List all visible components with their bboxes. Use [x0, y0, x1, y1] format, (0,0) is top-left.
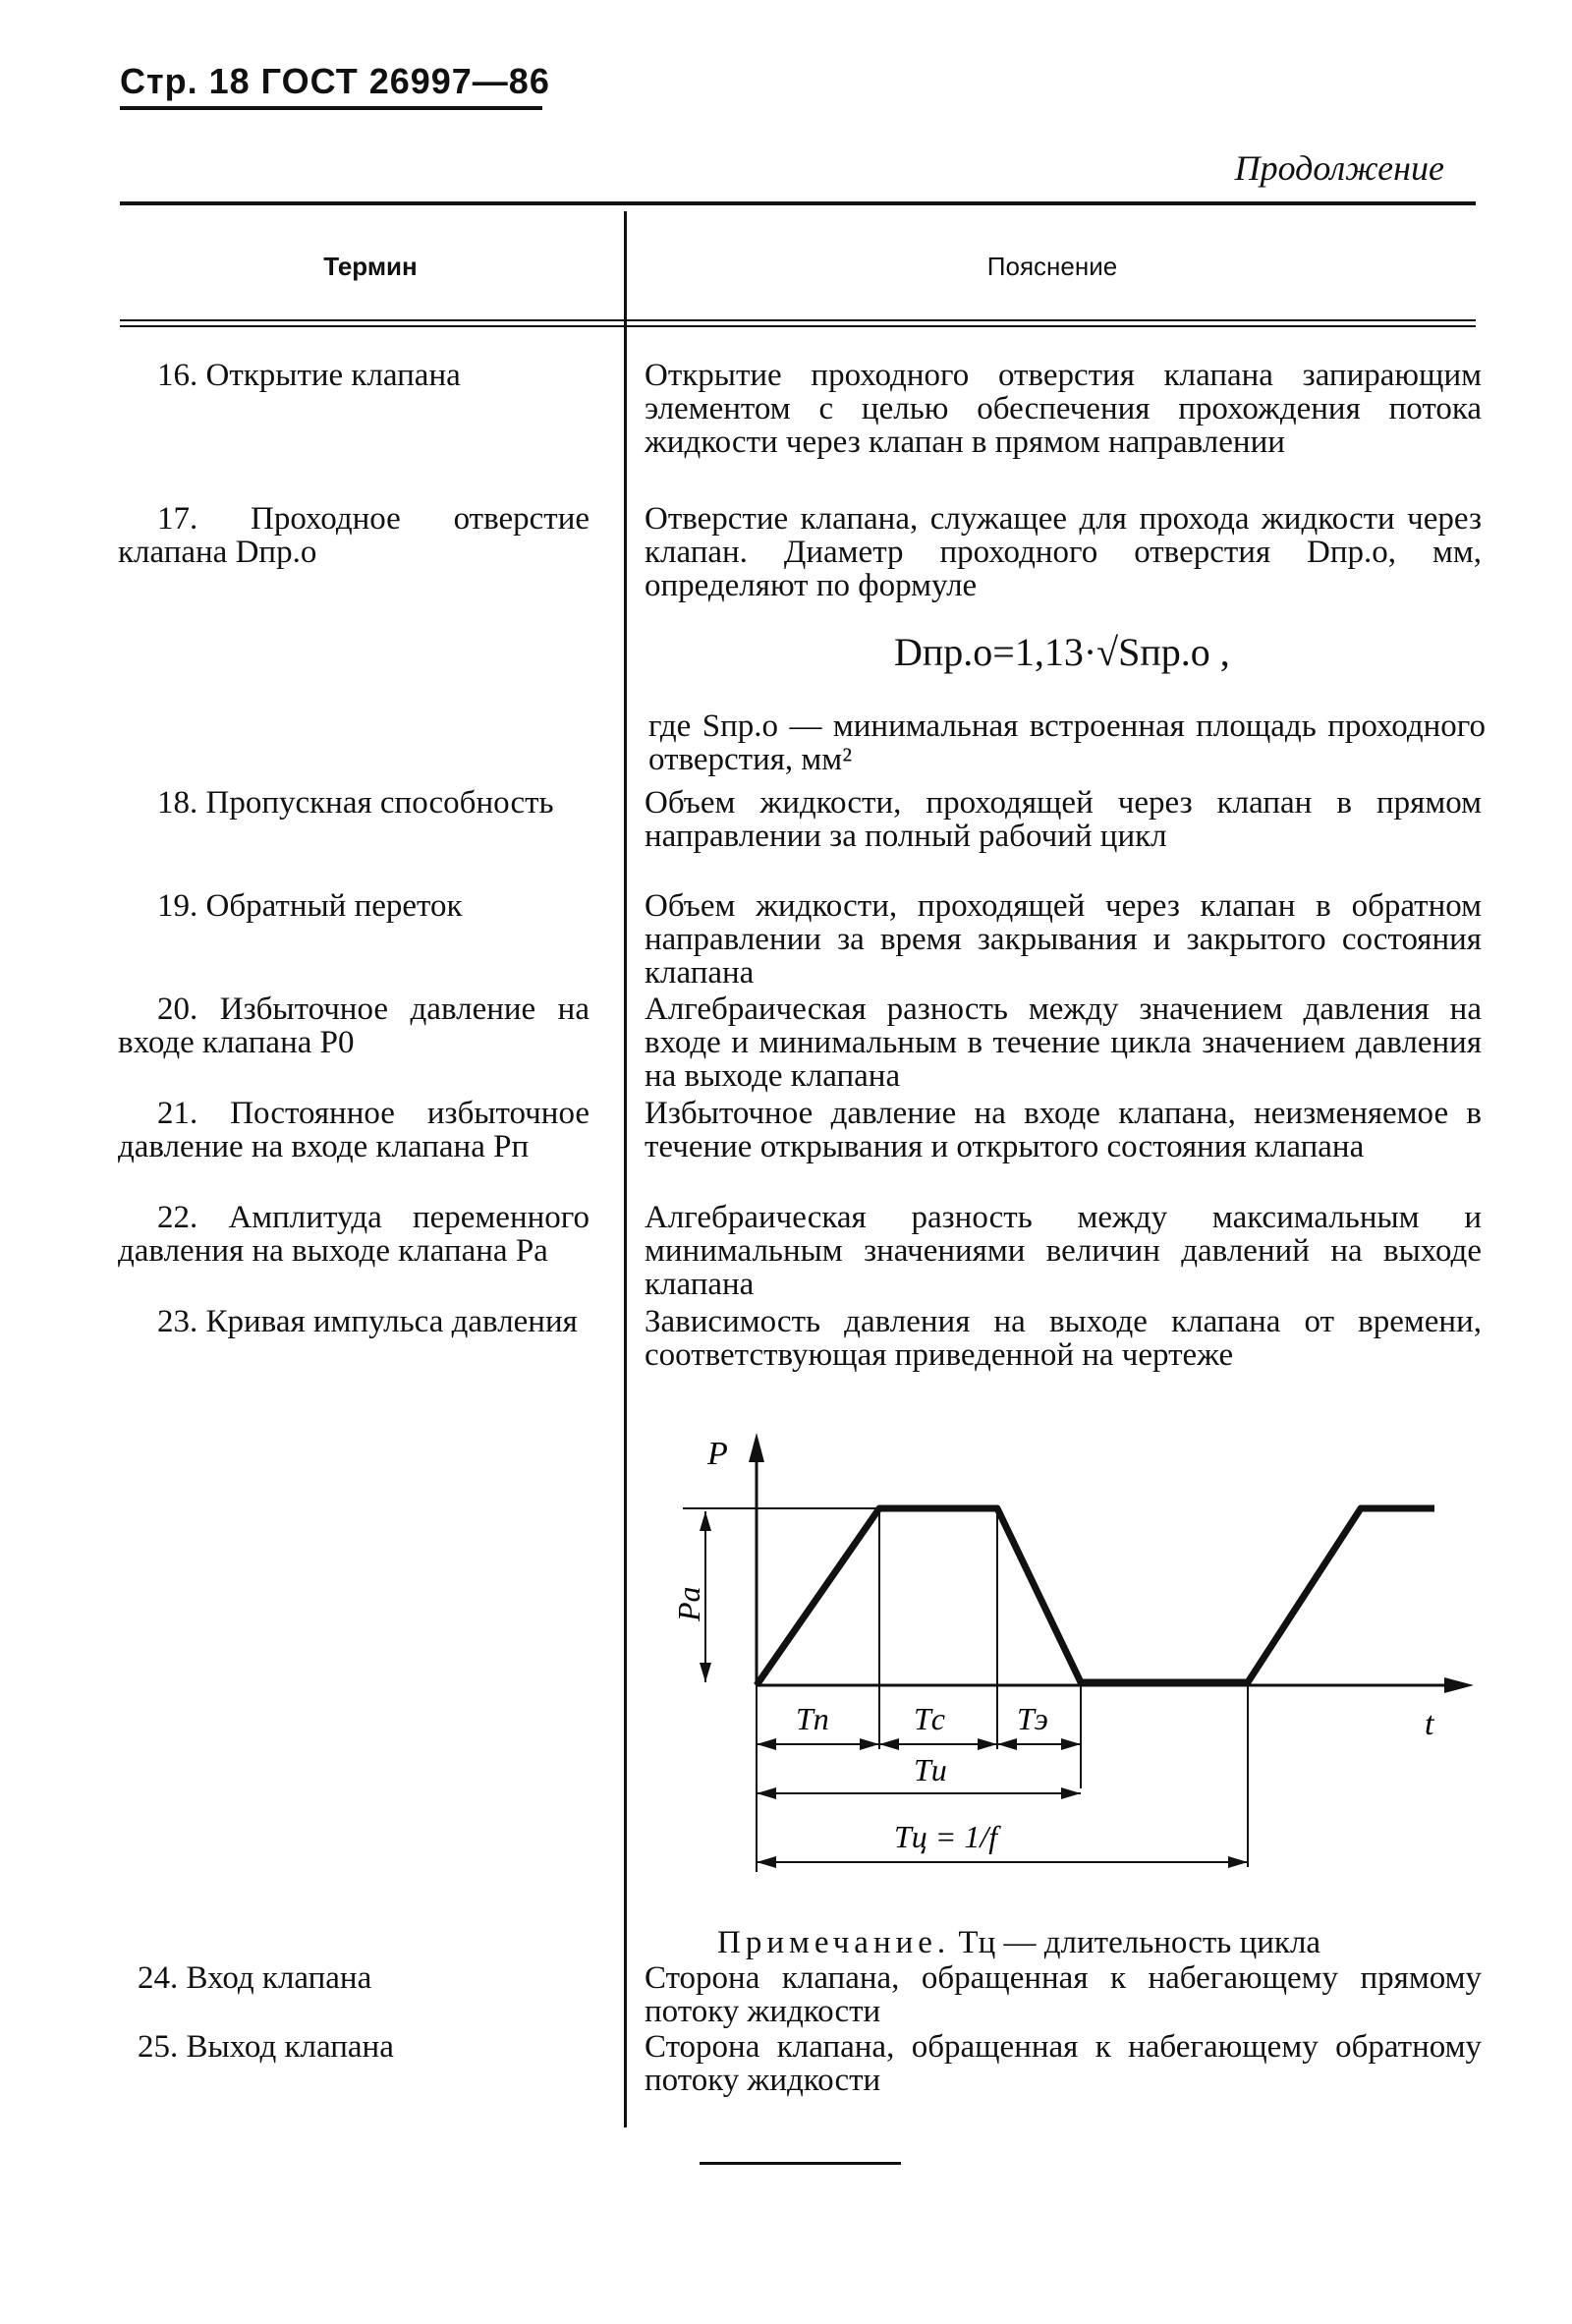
pulse-curve	[757, 1508, 1434, 1685]
interval-tц-label: Tц = 1/f	[894, 1819, 998, 1854]
note-text: Tц — длительность цикла	[958, 1925, 1321, 1960]
amplitude-arrow-top	[700, 1511, 711, 1531]
arrow-ti-left	[757, 1787, 776, 1799]
column-header-term: Термин	[323, 252, 418, 281]
interval-tp-label: Tп	[796, 1701, 829, 1736]
explanation-24: Сторона клапана, обращенная к набегающему прямому потоку жидкости	[645, 1960, 1482, 2029]
term-17: 17. Проходное отверстие клапана Dпр.о	[118, 501, 590, 570]
term-23: 23. Кривая импульса давления	[157, 1304, 578, 1339]
arrow-te-left	[997, 1738, 1017, 1750]
arrow-tc-left	[879, 1738, 899, 1750]
term-24: 24. Вход клапана	[138, 1960, 372, 1996]
term-16: 16. Открытие клапана	[157, 358, 461, 393]
column-header-explanation: Пояснение	[986, 252, 1118, 281]
table-top-rule	[120, 201, 1476, 205]
term-25: 25. Выход клапана	[138, 2029, 394, 2065]
continuation-label: Продолжение	[1234, 148, 1444, 188]
explanation-23: Зависимость давления на выходе клапана от времени, соответствующая приведенной на чертеже	[645, 1304, 1482, 1373]
explanation-22: Алгебраическая разность между максимальным и минимальным значениями величин давлений на выходе клапана	[645, 1200, 1482, 1302]
amplitude-label: Pa	[671, 1586, 706, 1621]
arrow-tp-right	[860, 1738, 879, 1750]
arrow-tc-right	[978, 1738, 997, 1750]
term-22: 22. Амплитуда переменного давления на выходе клапана Pа	[118, 1200, 590, 1269]
explanation-20: Алгебраическая разность между значением давления на входе и минимальным в течение цикла значением давления на выходе клапана	[645, 992, 1482, 1094]
explanation-25: Сторона клапана, обращенная к набегающему обратному потоку жидкости	[645, 2029, 1482, 2098]
explanation-18: Объем жидкости, проходящей через клапан в прямом направлении за полный рабочий цикл	[645, 785, 1482, 854]
term-18: 18. Пропускная способность	[157, 785, 554, 821]
term-21: 21. Постоянное избыточное давление на входе клапана Pп	[118, 1096, 590, 1164]
interval-ti-label: Tи	[914, 1752, 947, 1787]
explanation-17: Отверстие клапана, служащее для прохода жидкости через клапан. Диаметр проходного отверстия Dпр.о, мм, определяют по формуле	[645, 501, 1482, 603]
page-header: Стр. 18 ГОСТ 26997—86	[120, 61, 550, 101]
amplitude-arrow-bottom	[700, 1663, 711, 1682]
header-underline	[120, 106, 542, 110]
where-17: где Sпр.о — минимальная встроенная площадь проходного отверстия, мм²	[648, 709, 1486, 777]
term-19: 19. Обратный переток	[157, 888, 463, 924]
y-axis-label: P	[707, 1436, 728, 1472]
explanation-16: Открытие проходного отверстия клапана запирающим элементом с целью обеспечения прохождения потока жидкости через клапан в прямом направлении	[645, 358, 1482, 460]
arrow-tц-left	[757, 1856, 776, 1868]
end-rule	[700, 2162, 901, 2165]
arrow-te-right	[1061, 1738, 1081, 1750]
figure-note	[717, 1926, 1482, 1959]
interval-tc-label: Tс	[914, 1701, 945, 1736]
x-axis-arrow	[1444, 1677, 1474, 1693]
arrow-tц-right	[1228, 1856, 1248, 1868]
formula-17: Dпр.о=1,13·√Sпр.о ,	[894, 630, 1230, 674]
arrow-ti-right	[1061, 1787, 1081, 1799]
table-head-rule-1	[120, 319, 1476, 321]
column-divider	[624, 211, 627, 2127]
pressure-pulse-figure	[629, 1425, 1493, 1916]
table-head-rule-2	[120, 325, 1476, 327]
explanation-19: Объем жидкости, проходящей через клапан в обратном направлении за время закрывания и закрытого состояния клапана	[645, 888, 1482, 991]
arrow-tp-left	[757, 1738, 776, 1750]
interval-te-label: Tэ	[1017, 1701, 1048, 1736]
x-axis-label: t	[1425, 1706, 1434, 1742]
term-20: 20. Избыточное давление на входе клапана P0	[118, 992, 590, 1060]
y-axis-arrow	[749, 1433, 764, 1462]
explanation-21: Избыточное давление на входе клапана, неизменяемое в течение открывания и открытого состояния клапана	[645, 1096, 1482, 1164]
note-label: Примечание.	[717, 1925, 951, 1960]
